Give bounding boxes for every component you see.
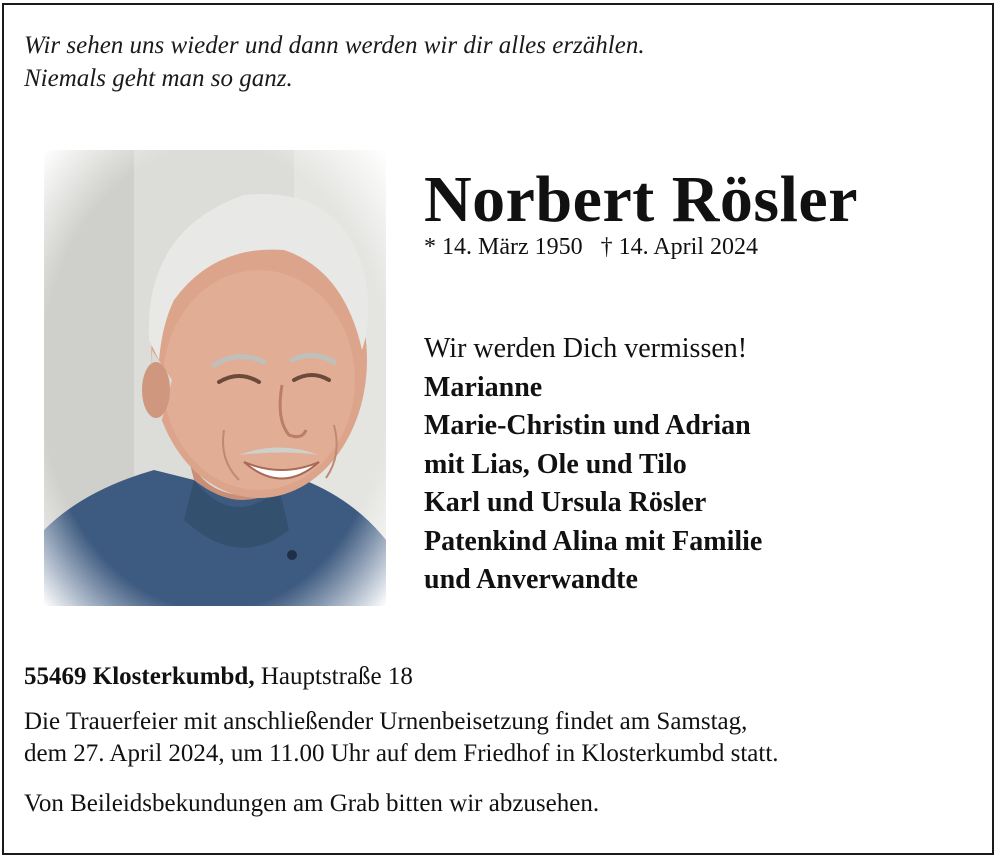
deceased-name: Norbert Rösler xyxy=(424,163,859,236)
family-member: Patenkind Alina mit Familie xyxy=(424,525,763,557)
quote-line-1: Wir sehen uns wieder und dann werden wir dir alles erzählen. xyxy=(24,32,645,59)
family-intro: Wir werden Dich vermissen! xyxy=(424,333,748,364)
portrait-photo xyxy=(44,150,386,606)
ceremony-line-2: dem 27. April 2024, um 11.00 Uhr auf dem Friedhof in Klosterkumbd statt. xyxy=(24,740,779,767)
ceremony-info xyxy=(24,706,779,770)
family-member: Marie-Christin und Adrian xyxy=(424,410,751,441)
address-street: Hauptstraße 18 xyxy=(260,663,413,690)
family-member: und Anverwandte xyxy=(424,564,638,595)
address-place: 55469 Klosterkumbd, xyxy=(24,663,255,690)
ceremony-line-1: Die Trauerfeier mit anschließender Urnenbeisetzung findet am Samstag, xyxy=(24,708,748,735)
family-member: mit Lias, Ole und Tilo xyxy=(424,448,687,480)
family-member: Marianne xyxy=(424,371,543,403)
birth-date: * 14. März 1950 xyxy=(424,234,583,260)
life-dates xyxy=(424,232,758,262)
condolence-note: Von Beileidsbekundungen am Grab bitten wir abzusehen. xyxy=(24,790,600,817)
portrait-illustration xyxy=(44,150,386,606)
memorial-quote xyxy=(24,29,645,95)
address xyxy=(24,661,413,693)
quote-line-2: Niemals geht man so ganz. xyxy=(24,65,293,92)
family-member: Karl und Ursula Rösler xyxy=(424,487,707,518)
family-list xyxy=(424,330,762,600)
death-date: † 14. April 2024 xyxy=(600,234,758,260)
